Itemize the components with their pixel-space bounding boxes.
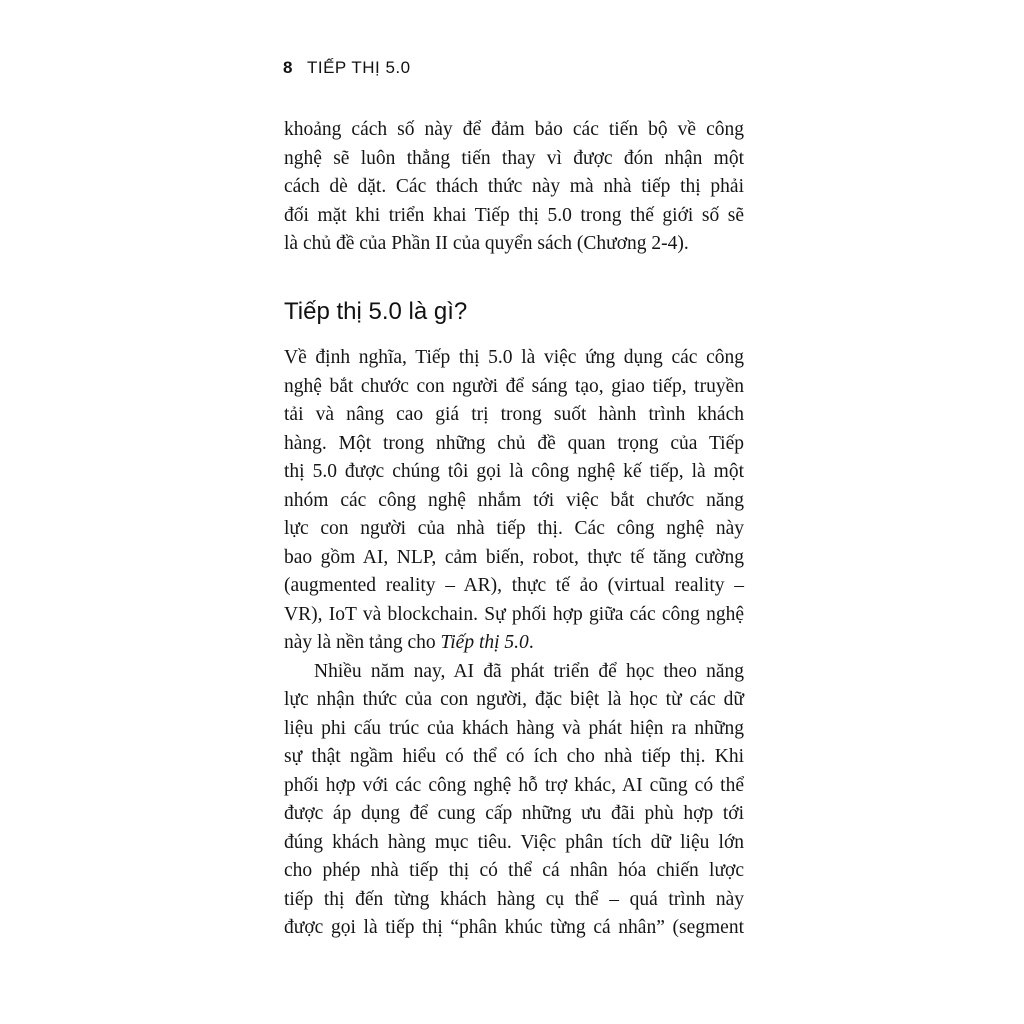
text-run: . [528,632,534,653]
text-line: Nhiều năm nay, AI đã phát triển để học theo năng [314,660,744,682]
text-line: cách dè dặt. Các thách thức này mà nhà tiếp thị phải [284,176,744,197]
text-run: này là nền tảng cho [284,632,441,653]
text-line: tiếp thị đến từng khách hàng cụ thể – quá trình này [284,888,744,910]
book-title: TIẾP THỊ 5.0 [306,58,411,77]
text-line [284,629,744,658]
text-line: đúng khách hàng mục tiêu. Việc phân tích dữ liệu lớn [284,831,744,853]
text-line: liệu phi cấu trúc của khách hàng và phát hiện ra những [284,717,744,739]
paragraph-definition [284,344,744,943]
text-line: đối mặt khi triển khai Tiếp thị 5.0 trong thế giới số sẽ [284,204,744,226]
text-line: nghệ sẽ luôn thẳng tiến thay vì được đón nhận một [284,147,744,169]
paragraph-continuation [284,116,744,259]
text-line: Về định nghĩa, Tiếp thị 5.0 là việc ứng dụng các công [284,347,744,368]
text-line: nghệ bắt chước con người để sáng tạo, giao tiếp, truyền [284,375,744,397]
page-number: 8 [283,58,293,77]
section-heading: Tiếp thị 5.0 là gì? [284,298,468,325]
text-line: tải và nâng cao giá trị trong suốt hành trình khách [284,404,744,425]
text-line: được áp dụng để cung cấp những ưu đãi phù hợp tới [284,803,744,824]
text-line: nhóm các công nghệ nhắm tới việc bắt chước năng [284,489,744,511]
running-header [283,58,411,78]
text-line: VR), IoT và blockchain. Sự phối hợp giữa các công nghệ [284,603,744,625]
text-line: phối hợp với các công nghệ hỗ trợ khác, AI cũng có thể [284,774,744,796]
text-line: cho phép nhà tiếp thị có thể cá nhân hóa chiến lược [284,860,744,881]
text-line: sự thật ngầm hiểu có thể có ích cho nhà tiếp thị. Khi [284,746,744,767]
text-line: là chủ đề của Phần II của quyển sách (Chương 2-4). [284,233,689,254]
italic-book-title: Tiếp thị 5.0 [440,632,529,653]
text-line: lực nhận thức của con người, đặc biệt là học từ các dữ [284,689,744,710]
text-line: hàng. Một trong những chủ đề quan trọng của Tiếp [284,432,744,454]
text-line: được gọi là tiếp thị “phân khúc từng cá nhân” (segment [284,917,744,938]
text-line: bao gồm AI, NLP, cảm biến, robot, thực tế tăng cường [284,546,744,568]
text-line: thị 5.0 được chúng tôi gọi là công nghệ kế tiếp, là một [284,461,744,482]
text-line: lực con người của nhà tiếp thị. Các công nghệ này [284,518,744,539]
text-line: khoảng cách số này để đảm bảo các tiến bộ về công [284,119,744,140]
text-line: (augmented reality – AR), thực tế ảo (virtual reality – [284,575,744,596]
